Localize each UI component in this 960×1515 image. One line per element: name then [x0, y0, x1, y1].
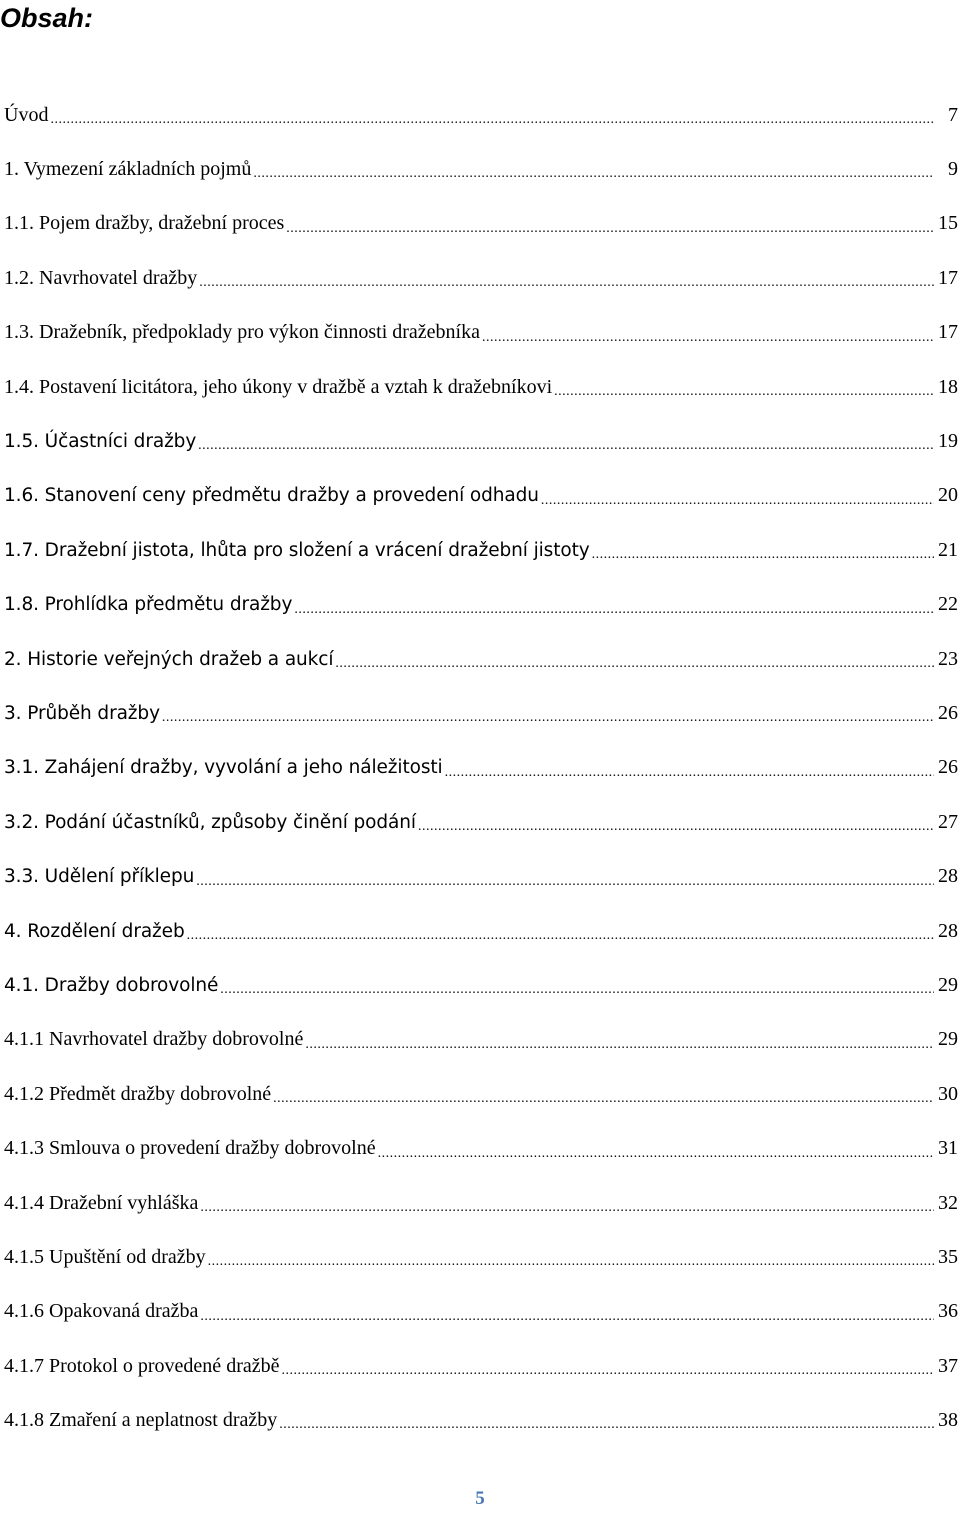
toc-entry-title: 4. Rozdělení dražeb: [4, 920, 185, 942]
toc-entry-title: 1.2. Navrhovatel dražby: [4, 266, 198, 289]
toc-dot-leader: [220, 972, 934, 998]
toc-dot-leader: [50, 102, 934, 128]
toc-dot-leader: [286, 211, 934, 237]
toc-entry-page: 29: [938, 973, 958, 996]
toc-entry-page: 23: [938, 647, 958, 670]
toc-entry-page: 37: [938, 1354, 958, 1377]
toc-entry[interactable]: [4, 306, 958, 360]
toc-entry-title: 1. Vymezení základních pojmů: [4, 158, 252, 181]
toc-dot-leader: [279, 1408, 934, 1434]
toc-dot-leader: [554, 374, 934, 400]
toc-entry-page: 32: [938, 1191, 958, 1214]
toc-entry-page: 15: [938, 212, 958, 235]
toc-entry-page: 38: [938, 1409, 958, 1432]
toc-entry-title: 4.1.1 Navrhovatel dražby dobrovolné: [4, 1028, 304, 1051]
toc-entry[interactable]: [4, 741, 958, 795]
toc-entry-page: 30: [938, 1082, 958, 1105]
toc-entry[interactable]: [4, 251, 958, 305]
toc-entry[interactable]: [4, 1176, 958, 1230]
toc-dot-leader: [273, 1081, 934, 1107]
toc-entry-page: 28: [938, 919, 958, 942]
toc-entry-page: 29: [938, 1028, 958, 1051]
toc-entry-title: 1.3. Dražebník, předpoklady pro výkon činnosti dražebníka: [4, 321, 480, 344]
toc-entry-title: 4.1.8 Zmaření a neplatnost dražby: [4, 1409, 278, 1432]
toc-entry[interactable]: [4, 1393, 958, 1447]
toc-dot-leader: [378, 1136, 934, 1162]
toc-dot-leader: [294, 592, 934, 618]
toc-entry-title: 4.1.5 Upuštění od dražby: [4, 1245, 206, 1268]
toc-entry-title: 4.1.4 Dražební vyhláška: [4, 1191, 199, 1214]
toc-entry[interactable]: [4, 795, 958, 849]
toc-entry-title: 2. Historie veřejných dražeb a aukcí: [4, 648, 334, 670]
toc-entry[interactable]: [4, 958, 958, 1012]
toc-dot-leader: [200, 1190, 934, 1216]
toc-entry-page: 26: [938, 756, 958, 779]
toc-entry[interactable]: [4, 686, 958, 740]
toc-entry-page: 9: [948, 158, 958, 181]
toc-dot-leader: [592, 537, 934, 563]
toc-entry[interactable]: [4, 88, 958, 142]
toc-entry-page: 22: [938, 593, 958, 616]
toc-dot-leader: [198, 429, 934, 455]
toc-entry-title: 3. Průběh dražby: [4, 702, 160, 724]
table-of-contents: [4, 88, 958, 1448]
toc-entry[interactable]: [4, 904, 958, 958]
toc-entry-page: 26: [938, 701, 958, 724]
toc-entry-title: 4.1.6 Opakovaná dražba: [4, 1300, 199, 1323]
toc-entry-title: 4.1.7 Protokol o provedené dražbě: [4, 1354, 280, 1377]
toc-entry[interactable]: [4, 197, 958, 251]
toc-dot-leader: [305, 1027, 934, 1053]
toc-entry[interactable]: [4, 632, 958, 686]
toc-entry-page: 31: [938, 1137, 958, 1160]
toc-entry-page: 27: [938, 810, 958, 833]
toc-entry-title: 1.5. Účastníci dražby: [4, 431, 197, 453]
toc-entry[interactable]: [4, 1013, 958, 1067]
toc-entry-page: 18: [938, 375, 958, 398]
toc-dot-leader: [162, 700, 934, 726]
toc-entry[interactable]: [4, 360, 958, 414]
toc-dot-leader: [541, 483, 934, 509]
toc-entry[interactable]: [4, 142, 958, 196]
toc-entry-title: 3.1. Zahájení dražby, vyvolání a jeho náležitosti: [4, 757, 443, 779]
toc-dot-leader: [200, 1299, 934, 1325]
toc-entry-title: 4.1.3 Smlouva o provedení dražby dobrovolné: [4, 1137, 376, 1160]
toc-entry-title: 1.6. Stanovení ceny předmětu dražby a provedení odhadu: [4, 485, 539, 507]
toc-entry-title: 1.8. Prohlídka předmětu dražby: [4, 594, 293, 616]
toc-entry-page: 28: [938, 865, 958, 888]
toc-entry[interactable]: [4, 414, 958, 468]
toc-entry[interactable]: [4, 1285, 958, 1339]
toc-dot-leader: [187, 918, 934, 944]
toc-entry-page: 35: [938, 1245, 958, 1268]
toc-entry[interactable]: [4, 1067, 958, 1121]
toc-dot-leader: [281, 1353, 934, 1379]
toc-entry-title: Úvod: [4, 103, 49, 126]
toc-entry[interactable]: [4, 469, 958, 523]
toc-entry-title: 1.4. Postavení licitátora, jeho úkony v dražbě a vztah k dražebníkovi: [4, 375, 553, 398]
toc-entry[interactable]: [4, 1230, 958, 1284]
toc-entry[interactable]: [4, 578, 958, 632]
toc-entry-page: 21: [938, 538, 958, 561]
toc-entry-page: 17: [938, 321, 958, 344]
toc-entry-page: 7: [948, 103, 958, 126]
toc-dot-leader: [208, 1244, 934, 1270]
toc-entry-page: 19: [938, 430, 958, 453]
toc-entry-title: 3.3. Udělení příklepu: [4, 866, 195, 888]
toc-entry-title: 3.2. Podání účastníků, způsoby činění podání: [4, 811, 416, 833]
toc-entry[interactable]: [4, 523, 958, 577]
toc-entry-page: 36: [938, 1300, 958, 1323]
toc-entry-title: 4.1.2 Předmět dražby dobrovolné: [4, 1082, 272, 1105]
toc-dot-leader: [445, 755, 934, 781]
toc-dot-leader: [199, 265, 934, 291]
toc-dot-leader: [335, 646, 934, 672]
toc-dot-leader: [253, 157, 934, 183]
toc-dot-leader: [196, 864, 934, 890]
page-number: 5: [475, 1488, 485, 1509]
toc-entry-title: 1.7. Dražební jistota, lhůta pro složení a vrácení dražební jistoty: [4, 539, 590, 561]
toc-entry-title: 4.1. Dražby dobrovolné: [4, 974, 219, 996]
toc-entry[interactable]: [4, 1339, 958, 1393]
page-title: Obsah:: [0, 3, 94, 33]
toc-entry[interactable]: [4, 1121, 958, 1175]
toc-entry-page: 20: [938, 484, 958, 507]
toc-dot-leader: [482, 320, 934, 346]
toc-entry[interactable]: [4, 849, 958, 903]
toc-entry-page: 17: [938, 266, 958, 289]
toc-entry-title: 1.1. Pojem dražby, dražební proces: [4, 212, 285, 235]
toc-dot-leader: [418, 809, 934, 835]
